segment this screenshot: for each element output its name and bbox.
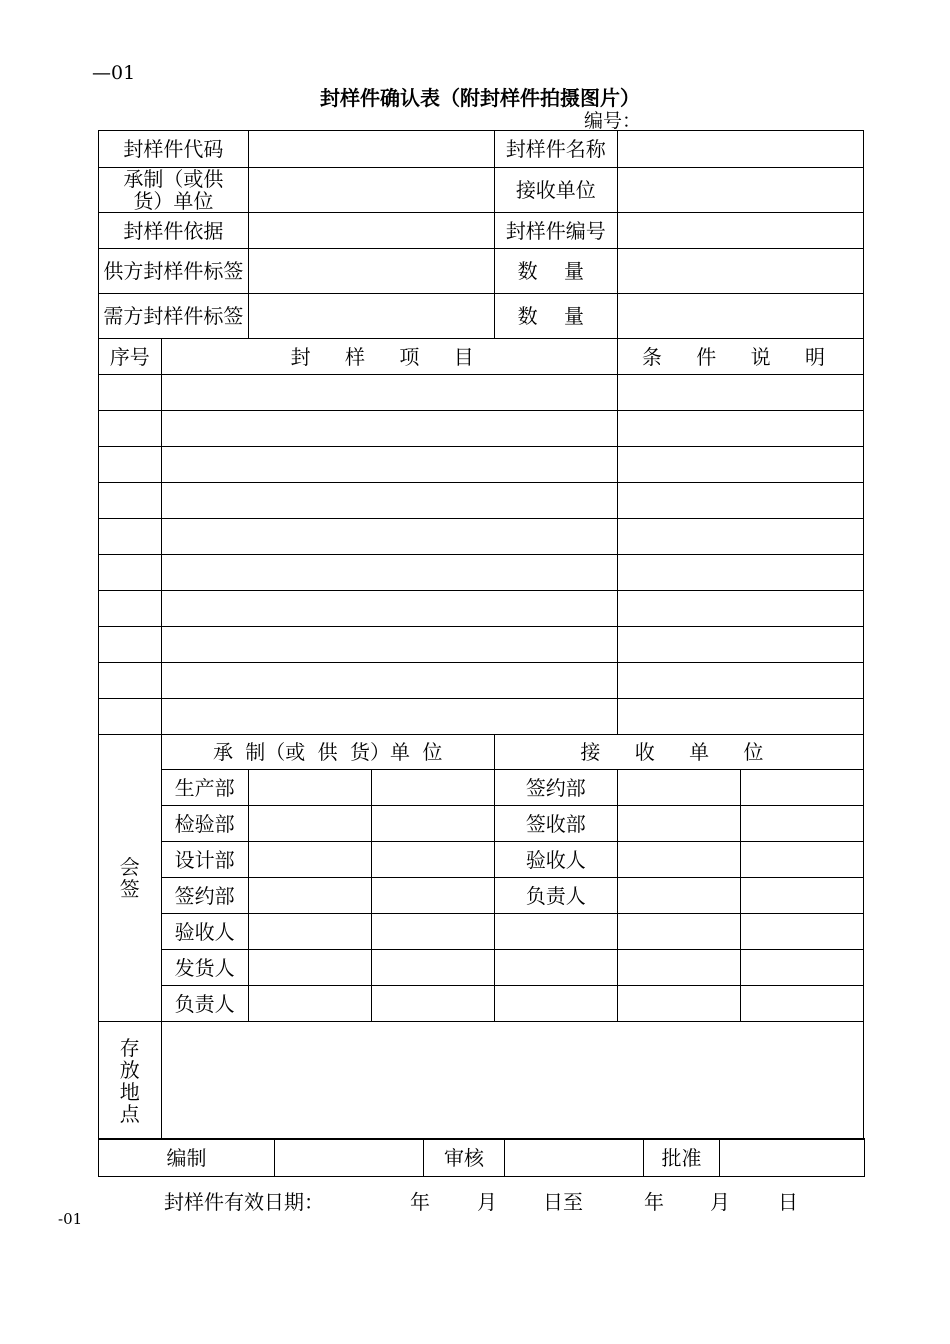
- validity-year1: 年: [410, 1190, 430, 1214]
- receiver-dept-label: [494, 986, 617, 1022]
- sign-row: [99, 950, 864, 986]
- buyer-label-label: 需方封样件标签: [99, 294, 249, 339]
- maker-sign-header: 承 制（或 供 货）单 位: [161, 735, 494, 770]
- receiver-date-cell[interactable]: [740, 878, 863, 914]
- basis-label: 封样件依据: [99, 213, 249, 249]
- seq-cell[interactable]: [99, 591, 162, 627]
- item-cell[interactable]: [161, 483, 617, 519]
- item-cell[interactable]: [161, 411, 617, 447]
- sign-row: [99, 770, 864, 806]
- maker-sign-cell[interactable]: [248, 878, 371, 914]
- number-label: 编号：: [584, 110, 642, 132]
- approval-table: [98, 1138, 865, 1177]
- maker-sign-cell[interactable]: [248, 986, 371, 1022]
- maker-dept-label: 验收人: [161, 914, 248, 950]
- info-row: [99, 131, 864, 168]
- receiver-dept-label: 签约部: [494, 770, 617, 806]
- item-row: [99, 699, 864, 735]
- item-cell[interactable]: [161, 699, 617, 735]
- sign-row: [99, 986, 864, 1022]
- item-cell[interactable]: [161, 663, 617, 699]
- item-row: [99, 555, 864, 591]
- condition-cell[interactable]: [617, 627, 863, 663]
- condition-header: 条 件 说 明: [617, 339, 863, 375]
- compile-field[interactable]: [275, 1139, 424, 1177]
- receiver-sign-cell[interactable]: [617, 914, 740, 950]
- storage-field[interactable]: [161, 1022, 863, 1140]
- receiver-sign-cell[interactable]: [617, 842, 740, 878]
- receiver-dept-label: [494, 950, 617, 986]
- receiver-sign-cell[interactable]: [617, 986, 740, 1022]
- seq-cell[interactable]: [99, 555, 162, 591]
- storage-label: 存放地点: [99, 1022, 162, 1140]
- item-cell[interactable]: [161, 447, 617, 483]
- condition-cell[interactable]: [617, 519, 863, 555]
- receiver-dept-label: 负责人: [494, 878, 617, 914]
- seq-cell[interactable]: [99, 411, 162, 447]
- validity-year2: 年: [644, 1190, 664, 1214]
- buyer-quantity-field[interactable]: [617, 294, 863, 339]
- item-row: [99, 411, 864, 447]
- item-cell[interactable]: [161, 555, 617, 591]
- footer-code: -01: [58, 1210, 83, 1228]
- items-header-row: [99, 339, 864, 375]
- review-field[interactable]: [505, 1139, 644, 1177]
- seq-cell[interactable]: [99, 519, 162, 555]
- receiver-date-cell[interactable]: [740, 914, 863, 950]
- approval-row: [99, 1139, 865, 1177]
- receiver-unit-label: 接收单位: [494, 168, 617, 213]
- maker-dept-label: 生产部: [161, 770, 248, 806]
- seq-cell[interactable]: [99, 483, 162, 519]
- validity-day-to: 日至: [543, 1190, 583, 1214]
- maker-date-cell[interactable]: [371, 806, 494, 842]
- maker-date-cell[interactable]: [371, 770, 494, 806]
- item-row: [99, 627, 864, 663]
- item-row: [99, 447, 864, 483]
- supplier-label-label: 供方封样件标签: [99, 249, 249, 294]
- buyer-label-field[interactable]: [248, 294, 494, 339]
- buyer-quantity-label: 数 量: [494, 294, 617, 339]
- document-code: —01: [92, 62, 136, 84]
- sample-number-field[interactable]: [617, 213, 863, 249]
- item-cell[interactable]: [161, 627, 617, 663]
- item-cell[interactable]: [161, 375, 617, 411]
- sample-name-field[interactable]: [617, 131, 863, 168]
- info-row: [99, 213, 864, 249]
- seq-cell[interactable]: [99, 375, 162, 411]
- maker-dept-label: 负责人: [161, 986, 248, 1022]
- supplier-quantity-field[interactable]: [617, 249, 863, 294]
- sign-row: [99, 842, 864, 878]
- condition-cell[interactable]: [617, 699, 863, 735]
- sign-row: [99, 878, 864, 914]
- supplier-label-field[interactable]: [248, 249, 494, 294]
- item-row: [99, 483, 864, 519]
- approve-label: 批准: [644, 1139, 720, 1177]
- review-label: 审核: [424, 1139, 505, 1177]
- maker-date-cell[interactable]: [371, 878, 494, 914]
- condition-cell[interactable]: [617, 447, 863, 483]
- condition-cell[interactable]: [617, 483, 863, 519]
- maker-dept-label: 签约部: [161, 878, 248, 914]
- seq-cell[interactable]: [99, 699, 162, 735]
- sample-name-label: 封样件名称: [494, 131, 617, 168]
- seq-header: 序号: [99, 339, 162, 375]
- sign-header-row: [99, 735, 864, 770]
- maker-unit-field[interactable]: [248, 168, 494, 213]
- receiver-sign-cell[interactable]: [617, 770, 740, 806]
- storage-row: [99, 1022, 864, 1140]
- maker-date-cell[interactable]: [371, 914, 494, 950]
- condition-cell[interactable]: [617, 411, 863, 447]
- supplier-quantity-label: 数 量: [494, 249, 617, 294]
- maker-dept-label: 发货人: [161, 950, 248, 986]
- info-row: [99, 294, 864, 339]
- item-row: [99, 519, 864, 555]
- receiver-date-cell[interactable]: [740, 770, 863, 806]
- receiver-date-cell[interactable]: [740, 842, 863, 878]
- maker-date-cell[interactable]: [371, 950, 494, 986]
- receiver-date-cell[interactable]: [740, 806, 863, 842]
- sign-label: 会签: [99, 735, 162, 1022]
- seq-cell[interactable]: [99, 447, 162, 483]
- condition-cell[interactable]: [617, 663, 863, 699]
- sign-row: [99, 806, 864, 842]
- info-row: [99, 249, 864, 294]
- maker-dept-label: 设计部: [161, 842, 248, 878]
- validity-label: 封样件有效日期：: [164, 1190, 324, 1214]
- info-row: [99, 168, 864, 213]
- sample-code-label: 封样件代码: [99, 131, 249, 168]
- compile-label: 编制: [99, 1139, 275, 1177]
- maker-dept-label: 检验部: [161, 806, 248, 842]
- item-cell[interactable]: [161, 519, 617, 555]
- sign-row: [99, 914, 864, 950]
- validity-month2: 月: [710, 1190, 730, 1214]
- item-cell[interactable]: [161, 591, 617, 627]
- receiver-sign-cell[interactable]: [617, 950, 740, 986]
- seq-cell[interactable]: [99, 627, 162, 663]
- maker-date-cell[interactable]: [371, 986, 494, 1022]
- item-header: 封 样 项 目: [161, 339, 617, 375]
- maker-sign-cell[interactable]: [248, 806, 371, 842]
- sample-number-label: 封样件编号: [494, 213, 617, 249]
- receiver-dept-label: 验收人: [494, 842, 617, 878]
- receiver-sign-cell[interactable]: [617, 878, 740, 914]
- page-title: 封样件确认表（附封样件拍摄图片）: [320, 86, 640, 110]
- item-row: [99, 663, 864, 699]
- receiver-dept-label: 签收部: [494, 806, 617, 842]
- validity-line: [164, 1186, 798, 1215]
- condition-cell[interactable]: [617, 591, 863, 627]
- item-row: [99, 375, 864, 411]
- maker-sign-cell[interactable]: [248, 914, 371, 950]
- maker-sign-cell[interactable]: [248, 770, 371, 806]
- maker-sign-cell[interactable]: [248, 842, 371, 878]
- receiver-date-cell[interactable]: [740, 950, 863, 986]
- validity-day2: 日: [778, 1190, 798, 1214]
- confirmation-form-table: [98, 130, 864, 1140]
- basis-field[interactable]: [248, 213, 494, 249]
- maker-unit-label: 承制（或供货）单位: [99, 168, 249, 213]
- receiver-sign-cell[interactable]: [617, 806, 740, 842]
- maker-sign-cell[interactable]: [248, 950, 371, 986]
- item-row: [99, 591, 864, 627]
- sample-code-field[interactable]: [248, 131, 494, 168]
- condition-cell[interactable]: [617, 375, 863, 411]
- receiver-sign-header: 接 收 单 位: [494, 735, 863, 770]
- seq-cell[interactable]: [99, 663, 162, 699]
- validity-month1: 月: [477, 1190, 497, 1214]
- condition-cell[interactable]: [617, 555, 863, 591]
- receiver-dept-label: [494, 914, 617, 950]
- receiver-date-cell[interactable]: [740, 986, 863, 1022]
- maker-date-cell[interactable]: [371, 842, 494, 878]
- approve-field[interactable]: [720, 1139, 865, 1177]
- receiver-unit-field[interactable]: [617, 168, 863, 213]
